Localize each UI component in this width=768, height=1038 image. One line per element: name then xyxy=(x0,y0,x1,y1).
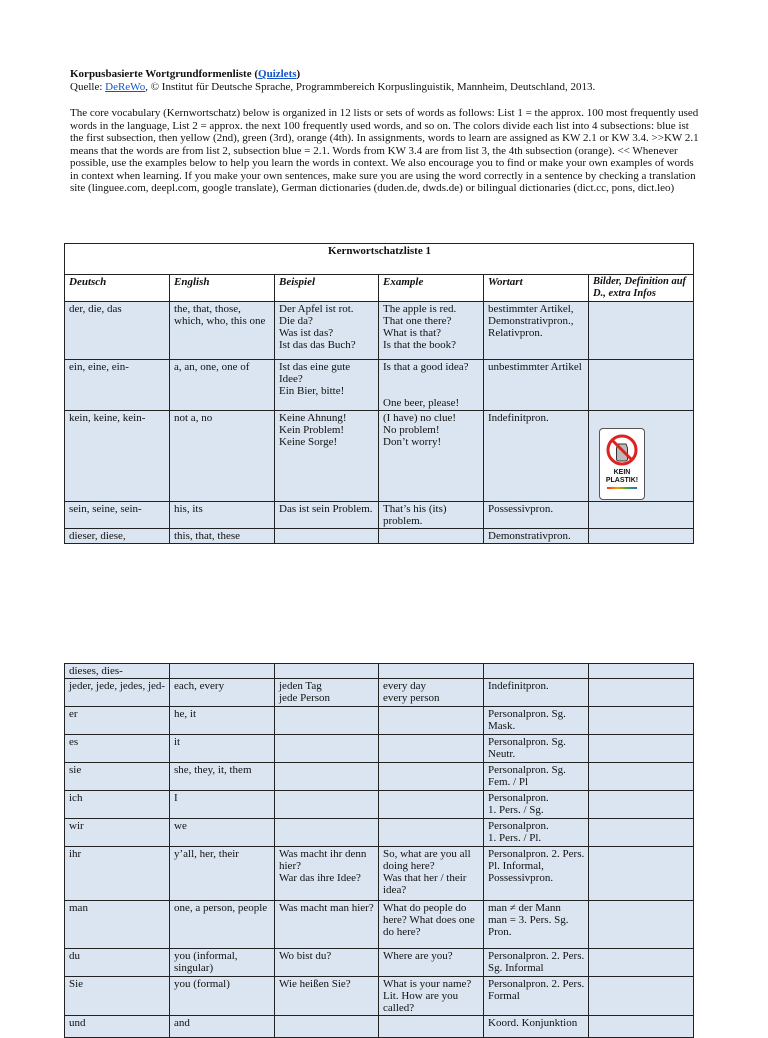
cell-example: What is your name? Lit. How are you called? xyxy=(379,977,484,1016)
table-row xyxy=(65,977,694,1016)
table-row xyxy=(65,735,694,763)
intro-paragraph: The core vocabulary (Kernwortschatz) below is organized in 12 lists or sets of words as follows: List 1 = the approx. 100 most frequently used words in the language, List 2 = approx. the next 100 frequently used words, and so on. The colors divide each list into 4 subsections: blue ist the first subsection, then yellow (2nd), green (3rd), orange (4th). In assignments, words to learn are assigned as KW 2.1 or KW 3.4. >>KW 2.1 means that the words are from list 2, subsection blue = 2.1. Words from KW 3.4 are from list 3, the 4th subsection (orange). << Whenever possible, use the examples below to help you learn the words in context. We also encourage you to find or make your own examples of words in context when learning. If you make your own sentences, make sure you are using the word correctly in a sentence by checking a translation site (linguee.com, deepl.com, google translate), German dictionaries (duden.de, dwds.de) or bilingual dictionaries (dict.cc, pons, dict.leo) xyxy=(70,107,699,194)
cell-beispiel: Wie heißen Sie? xyxy=(275,977,379,1016)
cell-example xyxy=(379,664,484,679)
cell-example: So, what are you all doing here? Was that her / their idea? xyxy=(379,847,484,901)
cell-beispiel xyxy=(275,763,379,791)
cell-wortart: Personalpron. Sg. Fem. / Pl xyxy=(484,763,589,791)
table-row xyxy=(65,763,694,791)
cell-extra-info xyxy=(589,707,694,735)
cell-extra-info xyxy=(589,411,694,502)
cell-beispiel: Keine Ahnung! Kein Problem! Keine Sorge! xyxy=(275,411,379,502)
cell-beispiel: Was macht ihr denn hier? War das ihre Idee? xyxy=(275,847,379,901)
cell-example: every day every person xyxy=(379,679,484,707)
cell-example xyxy=(379,763,484,791)
cell-english: and xyxy=(170,1016,275,1038)
cell-english: one, a person, people xyxy=(170,901,275,949)
document-title: Korpusbasierte Wortgrundformenliste (Quizlets) xyxy=(70,68,301,80)
cell-wortart: Indefinitpron. xyxy=(484,679,589,707)
cell-wortart: Demonstrativpron. xyxy=(484,529,589,544)
cell-deutsch: jeder, jede, jedes, jed- xyxy=(65,679,170,707)
cell-extra-info xyxy=(589,360,694,411)
cell-extra-info xyxy=(589,679,694,707)
cell-example xyxy=(379,791,484,819)
column-header-beispiel: Beispiel xyxy=(275,275,379,302)
cell-extra-info xyxy=(589,735,694,763)
table-row xyxy=(65,901,694,949)
cell-wortart: Personalpron. Sg. Neutr. xyxy=(484,735,589,763)
cell-wortart: Personalpron. 2. Pers. Pl. Informal, Possessivpron. xyxy=(484,847,589,901)
cell-english: the, that, those, which, who, this one xyxy=(170,302,275,360)
prohibition-icon xyxy=(605,433,639,467)
cell-wortart: Koord. Konjunktion xyxy=(484,1016,589,1038)
cell-deutsch: sie xyxy=(65,763,170,791)
cell-beispiel xyxy=(275,664,379,679)
document-header xyxy=(70,68,702,195)
cell-english: you (formal) xyxy=(170,977,275,1016)
cell-english xyxy=(170,664,275,679)
cell-deutsch: man xyxy=(65,901,170,949)
cell-extra-info xyxy=(589,847,694,901)
cell-beispiel xyxy=(275,1016,379,1038)
cell-extra-info xyxy=(589,302,694,360)
cell-deutsch: sein, seine, sein- xyxy=(65,502,170,529)
cell-example: (I have) no clue! No problem! Don’t worry! xyxy=(379,411,484,502)
table-row xyxy=(65,791,694,819)
cell-deutsch: wir xyxy=(65,819,170,847)
table-row xyxy=(65,529,694,544)
cell-deutsch: dieses, dies- xyxy=(65,664,170,679)
table-row xyxy=(65,679,694,707)
table-row xyxy=(65,1016,694,1038)
cell-wortart: Personalpron. 1. Pers. / Sg. xyxy=(484,791,589,819)
cell-english: not a, no xyxy=(170,411,275,502)
column-header-deutsch: Deutsch xyxy=(65,275,170,302)
cell-english: he, it xyxy=(170,707,275,735)
table-row xyxy=(65,707,694,735)
cell-wortart: Personalpron. 2. Pers. Formal xyxy=(484,977,589,1016)
cell-deutsch: Sie xyxy=(65,977,170,1016)
cell-english: his, its xyxy=(170,502,275,529)
cell-english: a, an, one, one of xyxy=(170,360,275,411)
cell-example: That’s his (its) problem. xyxy=(379,502,484,529)
table-caption: Kernwortschatzliste 1 xyxy=(65,244,694,275)
cell-wortart: Possessivpron. xyxy=(484,502,589,529)
table-row xyxy=(65,302,694,360)
cell-beispiel xyxy=(275,707,379,735)
column-header-extra-info: Bilder, Definition auf D., extra Infos xyxy=(589,275,694,302)
cell-english: we xyxy=(170,819,275,847)
cell-english: this, that, these xyxy=(170,529,275,544)
cell-extra-info xyxy=(589,664,694,679)
cell-extra-info xyxy=(589,763,694,791)
cell-example xyxy=(379,707,484,735)
cell-wortart: Personalpron. 2. Pers. Sg. Informal xyxy=(484,949,589,977)
cell-beispiel xyxy=(275,735,379,763)
cell-wortart: Indefinitpron. xyxy=(484,411,589,502)
vocab-table-2 xyxy=(64,663,694,1038)
cell-beispiel xyxy=(275,819,379,847)
cell-extra-info xyxy=(589,791,694,819)
cell-beispiel: jeden Tag jede Person xyxy=(275,679,379,707)
source-line: Quelle: DeReWo, © Institut für Deutsche Sprache, Programmbereich Korpuslinguistik, Mannheim, Deutschland, 2013. xyxy=(70,80,596,93)
cell-beispiel: Das ist sein Problem. xyxy=(275,502,379,529)
cell-english: each, every xyxy=(170,679,275,707)
cell-beispiel: Ist das eine gute Idee? Ein Bier, bitte! xyxy=(275,360,379,411)
cell-deutsch: du xyxy=(65,949,170,977)
cell-deutsch: ein, eine, ein- xyxy=(65,360,170,411)
column-header-example: Example xyxy=(379,275,484,302)
cell-beispiel xyxy=(275,791,379,819)
no-plastic-sign-icon xyxy=(599,428,645,500)
cell-example: Is that a good idea? One beer, please! xyxy=(379,360,484,411)
derewo-link[interactable]: DeReWo xyxy=(105,80,146,93)
cell-english: it xyxy=(170,735,275,763)
quizlets-link[interactable]: Quizlets xyxy=(258,68,297,80)
cell-wortart xyxy=(484,664,589,679)
table-row xyxy=(65,847,694,901)
cell-english: she, they, it, them xyxy=(170,763,275,791)
cell-deutsch: der, die, das xyxy=(65,302,170,360)
cell-example xyxy=(379,529,484,544)
table-row xyxy=(65,411,694,502)
cell-deutsch: es xyxy=(65,735,170,763)
cell-deutsch: kein, keine, kein- xyxy=(65,411,170,502)
cell-beispiel: Wo bist du? xyxy=(275,949,379,977)
cell-extra-info xyxy=(589,819,694,847)
cell-english: y’all, her, their xyxy=(170,847,275,901)
cell-example xyxy=(379,819,484,847)
cell-example: Where are you? xyxy=(379,949,484,977)
cell-deutsch: dieser, diese, xyxy=(65,529,170,544)
cell-wortart: Personalpron. Sg. Mask. xyxy=(484,707,589,735)
cell-example xyxy=(379,1016,484,1038)
cell-beispiel: Der Apfel ist rot. Die da? Was ist das? Ist das das Buch? xyxy=(275,302,379,360)
cell-extra-info xyxy=(589,502,694,529)
cell-extra-info xyxy=(589,1016,694,1038)
cell-beispiel xyxy=(275,529,379,544)
table-row xyxy=(65,360,694,411)
table-row xyxy=(65,949,694,977)
vocab-table-1 xyxy=(64,243,694,544)
table-row xyxy=(65,502,694,529)
table-row xyxy=(65,819,694,847)
column-header-wortart: Wortart xyxy=(484,275,589,302)
column-headers xyxy=(65,275,694,302)
cell-extra-info xyxy=(589,977,694,1016)
cell-wortart: bestimmter Artikel, Demonstrativpron., Relativpron. xyxy=(484,302,589,360)
cell-deutsch: und xyxy=(65,1016,170,1038)
cell-beispiel: Was macht man hier? xyxy=(275,901,379,949)
cell-wortart: man ≠ der Mann man = 3. Pers. Sg. Pron. xyxy=(484,901,589,949)
cell-example xyxy=(379,735,484,763)
table-row xyxy=(65,664,694,679)
cell-example: What do people do here? What does one do here? xyxy=(379,901,484,949)
cell-deutsch: ihr xyxy=(65,847,170,901)
cell-example: The apple is red. That one there? What is that? Is that the book? xyxy=(379,302,484,360)
cell-english: I xyxy=(170,791,275,819)
cell-deutsch: ich xyxy=(65,791,170,819)
cell-deutsch: er xyxy=(65,707,170,735)
cell-extra-info xyxy=(589,949,694,977)
cell-extra-info xyxy=(589,901,694,949)
cell-wortart: unbestimmter Artikel xyxy=(484,360,589,411)
sign-label: KEIN PLASTIK! xyxy=(605,469,639,484)
column-header-english: English xyxy=(170,275,275,302)
cell-wortart: Personalpron. 1. Pers. / Pl. xyxy=(484,819,589,847)
cell-extra-info xyxy=(589,529,694,544)
cell-english: you (informal, singular) xyxy=(170,949,275,977)
